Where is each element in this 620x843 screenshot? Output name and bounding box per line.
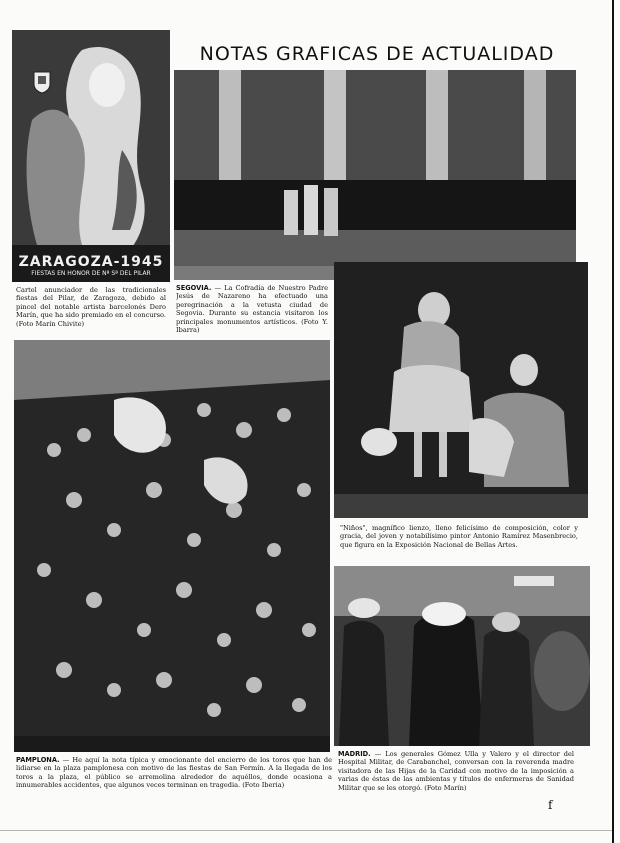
poster-subtitle: FIESTAS EN HONOR DE Nª Sª DEL PILAR — [31, 270, 151, 277]
pilar-caption — [16, 286, 166, 342]
page-edge-rule — [612, 0, 614, 843]
segovia-procession-photo — [174, 70, 576, 280]
pamplona-encierro-photo — [14, 340, 330, 752]
poster-lettering — [16, 255, 166, 278]
ninos-caption — [340, 524, 578, 564]
pilar-poster-photo — [12, 30, 170, 282]
pilar-caption-text: Cartel anunciador de las tradicionales fiestas del Pilar, de Zaragoza, debido al pincel del notable artista barcelonés Dero Marín, que ha sido premiado en el concurso. (Foto Marín Chivite) — [16, 286, 166, 328]
ninos-caption-text: "Niños", magnífico lienzo, lleno felicísimo de composición, color y gracia, del joven y notabilísimo pintor Antonio Ramírez Masenbrecio, que figura en la Exposición Nacional de Bellas Artes. — [340, 524, 578, 549]
madrid-caption — [338, 750, 574, 794]
folio-mark: f — [548, 798, 553, 812]
coat-of-arms-icon — [32, 70, 52, 94]
madrid-hospital-photo — [334, 566, 590, 746]
poster-title: ZARAGOZA-1945 — [18, 254, 164, 270]
page-headline: NOTAS GRAFICAS DE ACTUALIDAD — [199, 43, 555, 65]
madrid-caption-lead: MADRID. — [338, 750, 371, 758]
segovia-caption — [176, 284, 328, 340]
madrid-caption-text: — Los generales Gómez Ulla y Valero y el director del Hospital Militar, de Carabanchel, conversan con la reverenda madre visitadora de las Hijas de la Caridad con motivo de la imposición a varias de éstas de las ambientas y títulos de enfermeras de Sanidad Militar que se les otorgó. (Foto Marín) — [338, 750, 574, 792]
pamplona-caption — [16, 756, 332, 804]
pamplona-caption-lead: PAMPLONA. — [16, 756, 60, 764]
bottom-rule — [0, 830, 612, 831]
pamplona-caption-text: — He aquí la nota típica y emocionante del encierro de los toros que han de lidiarse en la plaza pamplonesa con motivo de las fiestas de San Fermín. A la llegada de los toros a la plaza, el público se arremolina alrededor de aquéllos, donde ocasiona a innumerables accidentes, que algunos veces terminan en tragedia. (Foto Iberia) — [16, 756, 332, 790]
ninos-painting-photo — [334, 262, 588, 518]
segovia-caption-lead: SEGOVIA. — [176, 284, 212, 292]
segovia-caption-text: — La Cofradía de Nuestro Padre Jesús de Nazareno ha efectuado una peregrinación a la vetusta ciudad de Segovia. Durante su estancia visitaron los principales monumentos artísticos. (Foto Y. Ibarra) — [176, 284, 328, 335]
